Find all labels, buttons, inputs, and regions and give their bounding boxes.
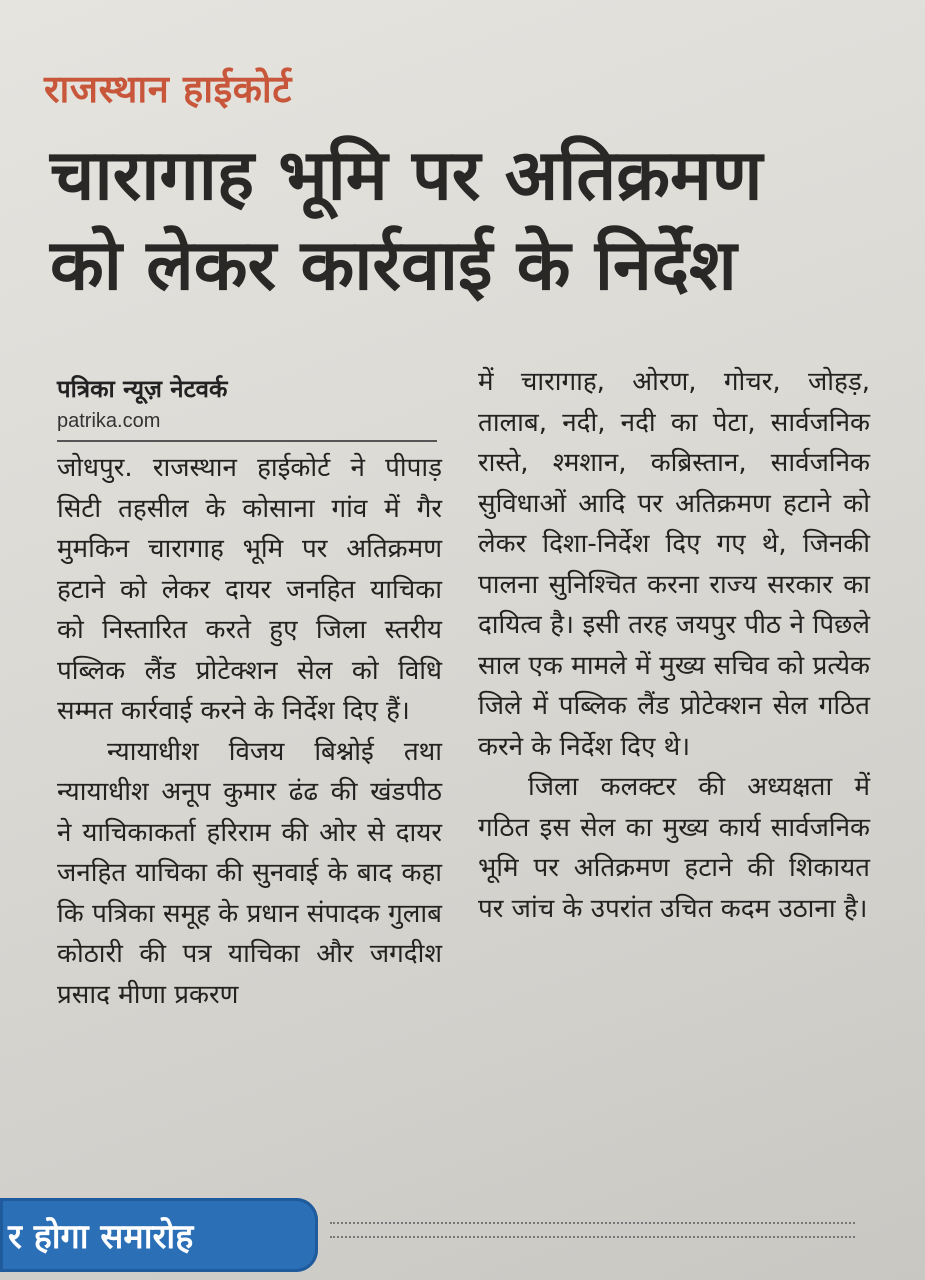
dotted-divider [330,1222,855,1238]
next-story-banner [0,1198,318,1272]
column1-paragraph-1: जोधपुर. राजस्थान हाईकोर्ट ने पीपाड़ सिटी तहसील के कोसाना गांव में गैर मुमकिन चारागाह भूमि पर अतिक्रमण हटाने को लेकर दायर जनहित याचिका को निस्तारित करते हुए जिला स्तरीय पब्लिक लैंड प्रोटेक्शन सेल को विधि सम्मत कार्रवाई करने के निर्देश दिए हैं। [57,453,442,726]
article-column-1 [57,448,442,1015]
banner-text: र होगा समारोह [8,1217,194,1257]
headline: चारागाह भूमि पर अतिक्रमण को लेकर कार्रवाई के निर्देश [50,134,763,306]
column1-paragraph-2: न्यायाधीश विजय बिश्नोई तथा न्यायाधीश अनूप कुमार ढंढ की खंडपीठ ने याचिकाकर्ता हरिराम की ओर से दायर जनहित याचिका की सुनवाई के बाद कहा कि पत्रिका समूह के प्रधान संपादक गुलाब कोठारी की पत्र याचिका और जगदीश प्रसाद मीणा प्रकरण [57,736,442,1010]
byline: पत्रिका न्यूज़ नेटवर्क [57,375,228,403]
article-column-2 [478,362,870,929]
website-credit: patrika.com [57,410,161,432]
byline-divider [57,440,437,442]
section-kicker: राजस्थान हाईकोर्ट [44,67,292,111]
column2-paragraph-2: जिला कलक्टर की अध्यक्षता में गठित इस सेल का मुख्य कार्य सार्वजनिक भूमि पर अतिक्रमण हटाने की शिकायत पर जांच के उपरांत उचित कदम उठाना है। [478,772,870,924]
column2-paragraph-1: में चारागाह, ओरण, गोचर, जोहड़, तालाब, नदी, नदी का पेटा, सार्वजनिक रास्ते, श्मशान, कब्रिस्तान, सार्वजनिक सुविधाओं आदि पर अतिक्रमण हटाने को लेकर दिशा-निर्देश दिए गए थे, जिनकी पालना सुनिश्चित करना राज्य सरकार का दायित्व है। इसी तरह जयपुर पीठ ने पिछले साल एक मामले में मुख्य सचिव को प्रत्येक जिले में पब्लिक लैंड प्रोटेक्शन सेल गठित करने के निर्देश दिए थे। [478,367,870,762]
